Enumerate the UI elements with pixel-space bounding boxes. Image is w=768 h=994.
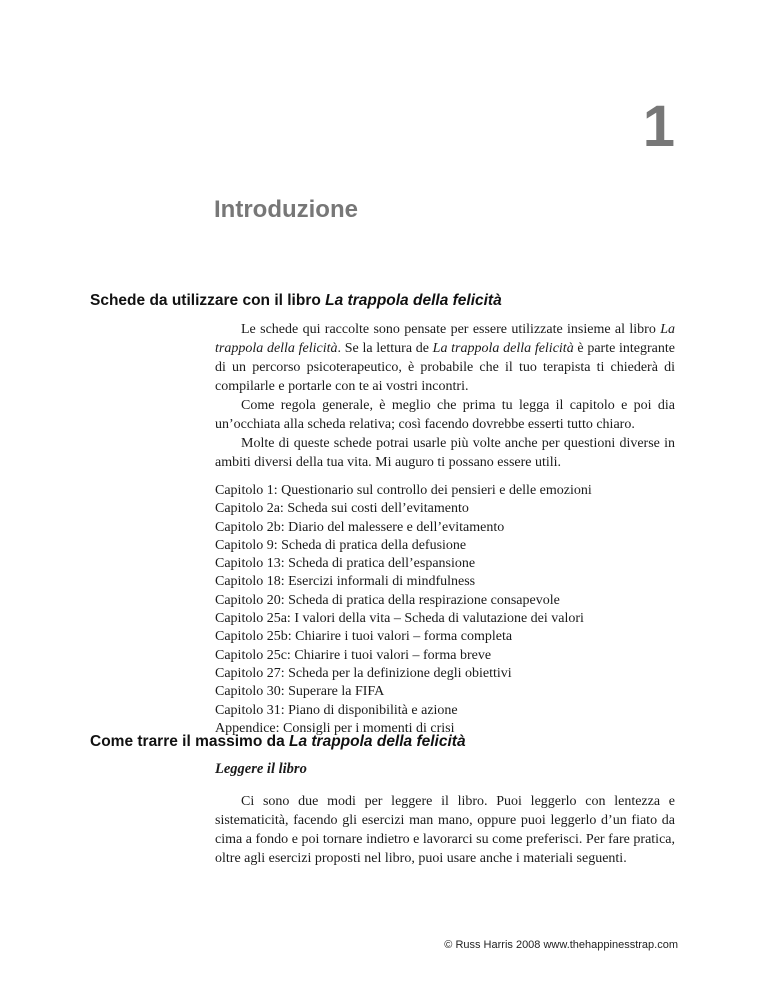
book-title: La trappola della felicità [432,341,574,356]
text-run: è parte integrante di un percorso psicoterapeutico, è probabile che il tuo terapista ti chiederà di compilarle e portarle con te ai vostri incontri. [215,341,676,394]
list-item: Capitolo 18: Esercizi informali di mindfulness [215,574,476,590]
intro-text [215,320,675,472]
text-run: Le schede qui raccolte sono pensate per essere utilizzate insieme al libro [241,322,661,337]
list-item: Capitolo 31: Piano di disponibilità e azione [215,702,458,718]
list-item: Capitolo 25b: Chiarire i tuoi valori – forma completa [215,629,513,645]
list-item: Capitolo 27: Scheda per la definizione degli obiettivi [215,665,512,681]
copyright-footer: © Russ Harris 2008 www.thehappinesstrap.com [444,939,678,951]
list-item: Capitolo 2a: Scheda sui costi dell’evitamento [215,501,469,517]
text-run: . Se la lettura de [337,341,433,356]
list-item: Capitolo 9: Scheda di pratica della defusione [215,537,467,553]
reading-text [215,792,675,868]
section-heading-text: Come trarre il massimo da [90,733,289,750]
subheading-leggere: Leggere il libro [215,761,307,777]
section-heading-come-trarre [90,733,466,751]
paragraph: Come regola generale, è meglio che prima tu legga il capitolo e poi dia un’occhiata alla scheda relativa; così facendo dovrebbe esserti tutto chiaro. [215,398,675,432]
list-item: Appendice: Consigli per i momenti di crisi [215,720,455,736]
chapter-number: 1 [642,94,675,159]
list-item: Capitolo 2b: Diario del malessere e dell’evitamento [215,519,505,535]
section-heading-schede [90,292,502,310]
list-item: Capitolo 30: Superare la FIFA [215,684,385,700]
chapter-title: Introduzione [214,196,358,223]
paragraph: Molte di queste schede potrai usarle più volte anche per questioni diverse in ambiti diversi della tua vita. Mi auguro ti possano essere utili. [215,436,675,470]
section-heading-book-title: La trappola della felicità [289,733,466,750]
paragraph: Ci sono due modi per leggere il libro. Puoi leggerlo con lentezza e sistematicità, facendo gli esercizi man mano, oppure puoi leggerlo d’un fiato da cima a fondo e poi tornare indietro e lavorarci su come preferisci. Per fare pratica, oltre agli esercizi proposti nel libro, puoi usare anche i materiali seguenti. [215,794,675,866]
worksheet-list [215,482,675,738]
list-item: Capitolo 13: Scheda di pratica dell’espansione [215,556,476,572]
list-item: Capitolo 25c: Chiarire i tuoi valori – forma breve [215,647,492,663]
book-title: La trappola della felicità [215,322,675,356]
list-item: Capitolo 1: Questionario sul controllo dei pensieri e delle emozioni [215,483,592,498]
section-heading-book-title: La trappola della felicità [325,292,502,309]
list-item: Capitolo 20: Scheda di pratica della respirazione consapevole [215,592,560,608]
list-item: Capitolo 25a: I valori della vita – Scheda di valutazione dei valori [215,611,584,627]
paragraph [215,320,675,396]
section-heading-text: Schede da utilizzare con il libro [90,292,326,309]
